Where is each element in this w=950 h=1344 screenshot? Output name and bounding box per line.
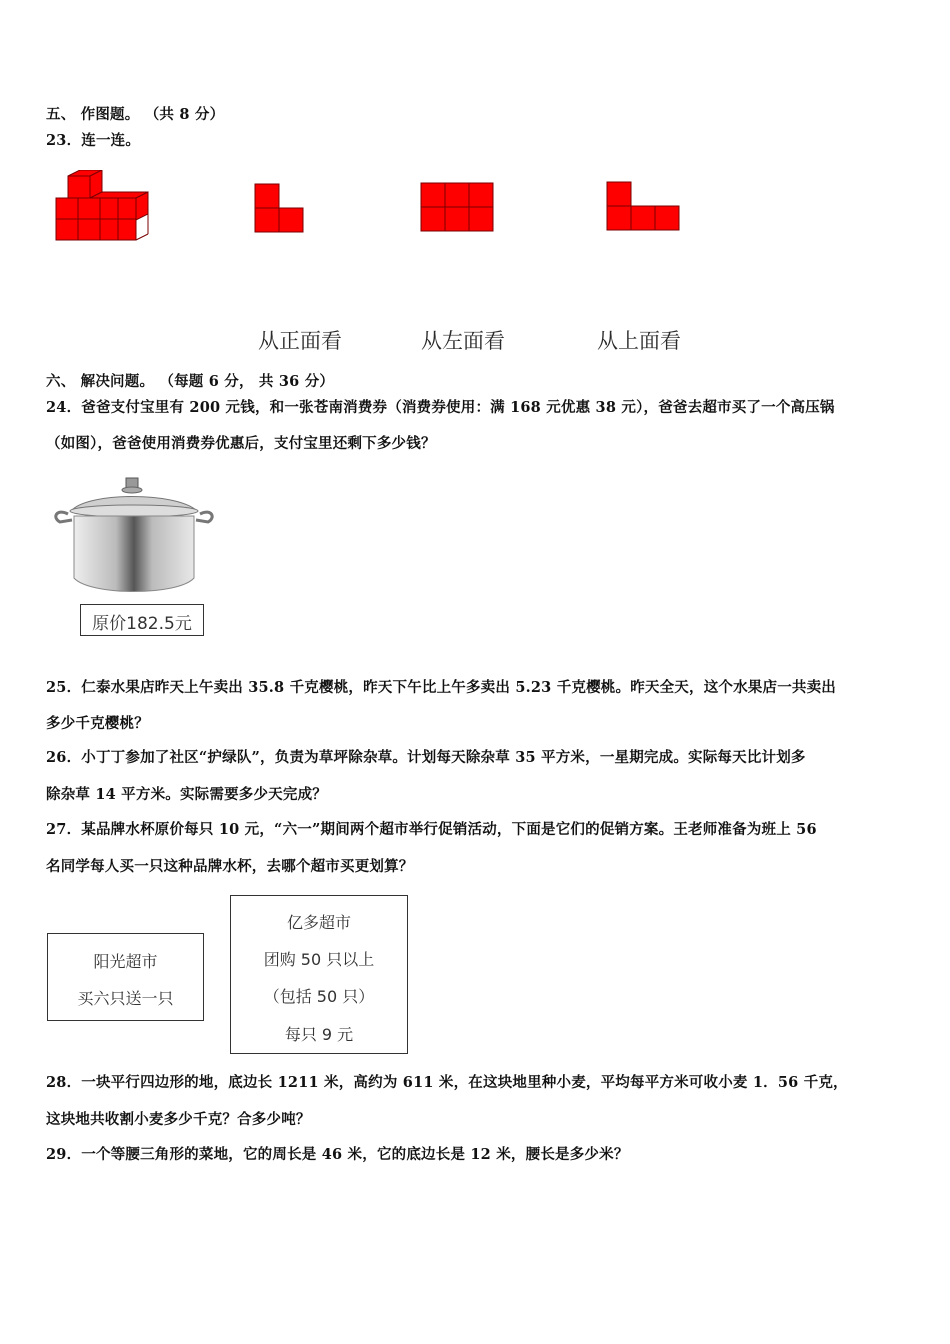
question-26-line1: 26．小丁丁参加了社区“护绿队”，负责为草坪除杂草。计划每天除杂草 35 平方米，一星期完成。实际每天比计划多 (46, 749, 806, 766)
question-24-line2: （如图），爸爸使用消费券优惠后，支付宝里还剩下多少钱？ (46, 435, 436, 452)
section-heading-6: 六、 解决问题。 （每题 6 分， 共 36 分） (46, 373, 335, 390)
view-shape-l-small (254, 183, 306, 235)
view-label-left: 从左面看 (421, 329, 505, 353)
section-heading-5: 五、 作图题。 （共 8 分） (46, 106, 225, 123)
store-b-promo-box (230, 895, 408, 1054)
store-b-line1: 团购 50 只以上 (263, 950, 375, 969)
pressure-cooker-image (50, 474, 220, 599)
question-28-line2: 这块地共收割小麦多少千克？合多少吨？ (46, 1111, 311, 1128)
view-shape-l-long (606, 181, 682, 233)
view-shape-rect (420, 182, 496, 234)
store-a-name: 阳光超市 (93, 952, 158, 971)
question-26-line2: 除杂草 14 平方米。实际需要多少天完成？ (46, 786, 327, 803)
question-27-line1: 27．某品牌水杯原价每只 10 元，“六一”期间两个超市举行促销活动，下面是它们的促销方案。王老师准备为班上 56 (46, 821, 817, 838)
question-27-line2: 名同学每人买一只这种品牌水杯，去哪个超市买更划算？ (46, 858, 414, 875)
question-24-line1: 24．爸爸支付宝里有 200 元钱，和一张苍南消费券（消费券使用：满 168 元优惠 38 元），爸爸去超市买了一个高压锅 (46, 399, 835, 416)
question-29-line1: 29．一个等腰三角形的菜地，它的周长是 46 米，它的底边长是 12 米，腰长是多少米？ (46, 1146, 629, 1163)
store-b-line2: （包括 50 只） (263, 987, 375, 1006)
question-25-line2: 多少千克樱桃？ (46, 715, 149, 732)
cube-solid-figure (52, 170, 152, 242)
price-tag (80, 604, 204, 636)
question-23: 23．连一连。 (46, 132, 141, 149)
store-b-name: 亿多超市 (286, 913, 351, 932)
store-a-offer: 买六只送一只 (77, 989, 174, 1008)
view-label-top: 从上面看 (597, 329, 681, 353)
question-28-line1: 28．一块平行四边形的地，底边长 1211 米，高约为 611 米，在这块地里种小麦，平均每平方米可收小麦 1．56 千克， (46, 1074, 848, 1091)
store-a-promo-box (47, 933, 204, 1021)
question-25-line1: 25．仁泰水果店昨天上午卖出 35.8 千克樱桃，昨天下午比上午多卖出 5.23 千克樱桃。昨天全天，这个水果店一共卖出 (46, 679, 836, 696)
view-label-front: 从正面看 (258, 329, 342, 353)
store-b-line3: 每只 9 元 (284, 1025, 354, 1044)
price-tag-text: 原价182.5元 (92, 614, 192, 634)
